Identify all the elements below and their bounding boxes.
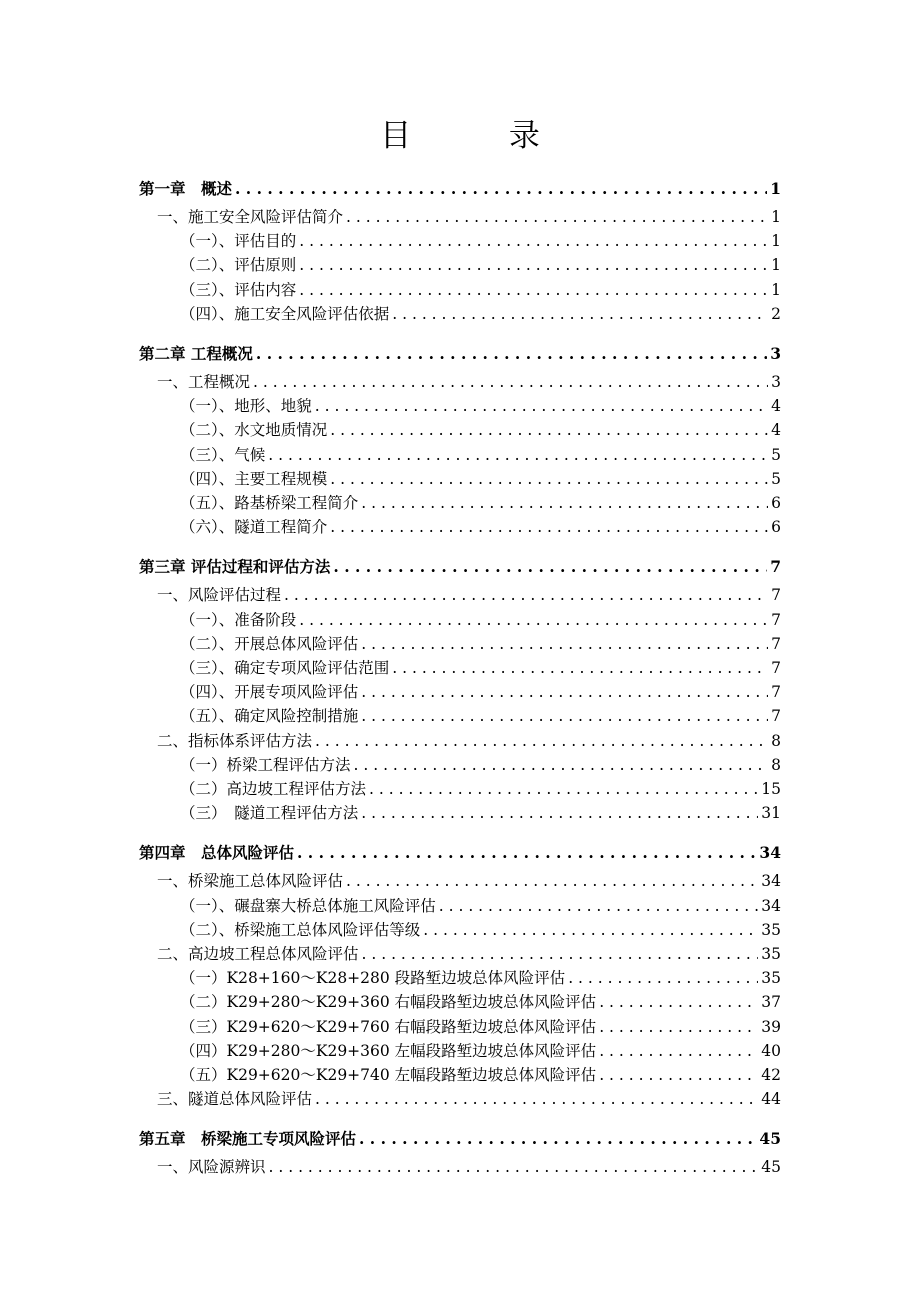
toc-entry[interactable] <box>139 678 781 702</box>
toc-entry-label: （六）、隧道工程简介 <box>180 518 328 537</box>
toc-entry-page-number: 7 <box>771 586 781 605</box>
toc-entry-label: （三） 隧道工程评估方法 <box>180 804 359 823</box>
dot-leader <box>299 231 768 251</box>
dot-leader <box>269 1157 759 1177</box>
toc-entry-label: （三）、气候 <box>180 445 266 464</box>
dot-leader <box>423 920 758 940</box>
toc-entry-label: 一、风险评估过程 <box>157 586 282 605</box>
toc-entry-label: （五）、确定风险控制措施 <box>180 707 359 726</box>
toc-entry-label: 一、施工安全风险评估简介 <box>157 208 344 226</box>
toc-title: 目 录 <box>380 118 584 154</box>
toc-entry-label: （二）、水文地质情况 <box>180 421 328 440</box>
dot-leader <box>361 682 768 702</box>
toc-entry-page-number: 1 <box>771 280 781 299</box>
toc-entry-page-number: 4 <box>771 421 781 440</box>
toc-entry-page-number: 7 <box>770 557 781 577</box>
dot-leader <box>361 803 758 823</box>
toc-entry-label: （四）、开展专项风险评估 <box>180 683 359 702</box>
toc-entry-label: （一）桥梁工程评估方法 <box>180 755 351 774</box>
dot-leader <box>362 944 759 964</box>
toc-entry-label: （三）K29+620～K29+760 右幅段路堑边坡总体风险评估 <box>180 1017 597 1036</box>
toc-entry-page-number: 3 <box>770 344 781 363</box>
toc-entry[interactable] <box>139 727 781 751</box>
dot-leader <box>299 255 768 275</box>
toc-entry[interactable] <box>139 513 781 537</box>
toc-entry-page-number: 31 <box>761 804 781 823</box>
toc-entry[interactable] <box>139 251 781 275</box>
toc-entry[interactable] <box>139 392 781 416</box>
toc-entry-label: （三）、评估内容 <box>180 280 297 299</box>
toc-entry-page-number: 45 <box>761 1158 781 1177</box>
dot-leader <box>253 372 768 392</box>
toc-entry[interactable] <box>139 553 781 577</box>
toc-entry-label: （五）K29+620～K29+740 左幅段路堑边坡总体风险评估 <box>180 1066 597 1084</box>
toc-entry[interactable] <box>139 964 781 988</box>
dot-leader <box>359 1129 756 1149</box>
toc-entry-label: 第一章 概述 <box>139 179 233 198</box>
toc-entry[interactable] <box>139 940 781 964</box>
toc-entry[interactable] <box>139 606 781 630</box>
toc-entry-label: 二、高边坡工程总体风险评估 <box>157 945 359 963</box>
toc-entry[interactable] <box>139 751 781 775</box>
toc-entry[interactable] <box>139 203 781 227</box>
toc-entry-page-number: 1 <box>771 232 781 251</box>
toc-entry-page-number: 1 <box>771 208 781 226</box>
toc-entry-page-number: 35 <box>761 945 781 963</box>
toc-entry-page-number: 3 <box>771 373 781 391</box>
toc-entry-page-number: 34 <box>761 896 781 915</box>
toc-entry-label: 第三章 评估过程和评估方法 <box>139 557 331 577</box>
toc-entry-label: 三、隧道总体风险评估 <box>157 1090 313 1109</box>
toc-entry-page-number: 40 <box>761 1041 781 1060</box>
toc-entry-label: （一）、评估目的 <box>180 232 297 251</box>
dot-leader <box>361 493 768 513</box>
dot-leader <box>346 207 768 227</box>
toc-entry-label: （一）、准备阶段 <box>180 610 297 629</box>
toc-entry-page-number: 5 <box>771 469 781 488</box>
toc-entry[interactable] <box>139 988 781 1012</box>
dot-leader <box>599 1065 758 1085</box>
toc-entry[interactable] <box>139 300 781 324</box>
toc-entry-label: （一）、地形、地貌 <box>180 397 312 416</box>
toc-entry-label: 第二章 工程概况 <box>139 344 253 363</box>
dot-leader <box>354 755 769 775</box>
toc-entry[interactable] <box>139 916 781 940</box>
toc-entry-page-number: 7 <box>771 634 781 653</box>
dot-leader <box>330 469 768 489</box>
toc-entry-label: 第五章 桥梁施工专项风险评估 <box>139 1129 357 1149</box>
toc-entry[interactable] <box>139 702 781 726</box>
dot-leader <box>346 871 758 891</box>
toc-entry-label: （四）、主要工程规模 <box>180 469 328 488</box>
toc-entry-label: 一、工程概况 <box>157 373 251 391</box>
toc-entry-page-number: 4 <box>771 397 781 416</box>
toc-entry-label: （二）K29+280～K29+360 右幅段路堑边坡总体风险评估 <box>180 993 597 1012</box>
dot-leader <box>268 445 768 465</box>
toc-entry-page-number: 15 <box>761 780 781 798</box>
toc-entry-page-number: 44 <box>761 1090 781 1109</box>
toc-entry-label: （五）、路基桥梁工程简介 <box>180 494 359 512</box>
toc-entry[interactable] <box>139 630 781 654</box>
toc-entry-page-number: 8 <box>771 755 781 774</box>
toc-entry[interactable] <box>139 775 781 799</box>
dot-leader <box>299 610 768 630</box>
toc-entry-page-number: 37 <box>761 993 781 1012</box>
toc-entry-page-number: 7 <box>771 707 781 726</box>
toc-entry-page-number: 5 <box>771 445 781 464</box>
toc-entry[interactable] <box>139 1085 781 1109</box>
toc-entry[interactable] <box>139 1153 781 1177</box>
dot-leader <box>392 658 768 678</box>
toc-entry[interactable] <box>139 465 781 489</box>
dot-leader <box>439 896 759 916</box>
dot-leader <box>333 557 767 577</box>
toc-entry[interactable] <box>139 1061 781 1085</box>
toc-entry-label: （三）、确定专项风险评估范围 <box>180 659 390 677</box>
toc-entry-label: （二）、桥梁施工总体风险评估等级 <box>180 920 421 939</box>
dot-leader <box>256 344 767 364</box>
dot-leader <box>315 396 768 416</box>
dot-leader <box>599 992 758 1012</box>
toc-entry-page-number: 1 <box>770 179 781 198</box>
dot-leader <box>315 1089 758 1109</box>
toc-entry[interactable] <box>139 441 781 465</box>
dot-leader <box>235 179 767 199</box>
dot-leader <box>568 968 758 988</box>
toc-entry-page-number: 42 <box>761 1066 781 1084</box>
toc-entry[interactable] <box>139 1037 781 1061</box>
toc-entry-page-number: 7 <box>771 659 781 677</box>
toc-entry-page-number: 35 <box>761 969 781 988</box>
toc-entry-page-number: 39 <box>761 1017 781 1036</box>
toc-entry-label: （四）、施工安全风险评估依据 <box>180 304 390 323</box>
toc-entry-label: 一、桥梁施工总体风险评估 <box>157 872 344 891</box>
toc-entry[interactable] <box>139 340 781 364</box>
dot-leader <box>284 585 768 605</box>
toc-entry-label: （二）、开展总体风险评估 <box>180 634 359 653</box>
toc-entry[interactable] <box>139 489 781 513</box>
toc-entry[interactable] <box>139 892 781 916</box>
dot-leader <box>330 420 768 440</box>
dot-leader <box>297 843 756 863</box>
toc-entry[interactable] <box>139 276 781 300</box>
toc-entry-label: 二、指标体系评估方法 <box>157 731 313 750</box>
toc-entry-label: （二）高边坡工程评估方法 <box>180 780 367 798</box>
toc-entry-page-number: 6 <box>771 494 781 512</box>
toc-entry-page-number: 8 <box>771 731 781 750</box>
dot-leader <box>599 1041 758 1061</box>
toc-entry-page-number: 35 <box>761 920 781 939</box>
toc-entry-page-number: 2 <box>771 304 781 323</box>
toc-entry-page-number: 45 <box>759 1129 781 1149</box>
toc-entry-label: （四）K29+280～K29+360 左幅段路堑边坡总体风险评估 <box>180 1041 597 1060</box>
dot-leader <box>369 779 758 799</box>
dot-leader <box>315 731 768 751</box>
toc-entry[interactable] <box>139 867 781 891</box>
toc-entry-page-number: 7 <box>771 610 781 629</box>
toc-entry[interactable] <box>139 175 781 199</box>
toc-entry-label: （一）K28+160～K28+280 段路堑边坡总体风险评估 <box>180 969 566 988</box>
dot-leader <box>599 1017 758 1037</box>
dot-leader <box>330 517 768 537</box>
toc-entry-label: 第四章 总体风险评估 <box>139 843 295 863</box>
dot-leader <box>361 706 768 726</box>
toc-entry[interactable] <box>139 581 781 605</box>
toc-entry-page-number: 6 <box>771 518 781 537</box>
dot-leader <box>299 280 768 300</box>
toc-entry[interactable] <box>139 654 781 678</box>
toc-entry[interactable] <box>139 227 781 251</box>
toc-entry[interactable] <box>139 839 781 863</box>
toc-entry-label: 一、风险源辨识 <box>157 1158 266 1177</box>
toc-entry-page-number: 1 <box>771 256 781 275</box>
toc-entry[interactable] <box>139 1013 781 1037</box>
toc-entry[interactable] <box>139 1125 781 1149</box>
toc-entry-page-number: 7 <box>771 683 781 702</box>
dot-leader <box>392 304 768 324</box>
toc-entry[interactable] <box>139 416 781 440</box>
toc-entry[interactable] <box>139 799 781 823</box>
toc-entry[interactable] <box>139 368 781 392</box>
dot-leader <box>361 634 768 654</box>
toc-entry-label: （二）、评估原则 <box>180 256 297 275</box>
toc-entry-label: （一）、碾盘寨大桥总体施工风险评估 <box>180 896 436 915</box>
toc-entry-page-number: 34 <box>761 872 781 891</box>
toc-entry-page-number: 34 <box>759 843 781 863</box>
